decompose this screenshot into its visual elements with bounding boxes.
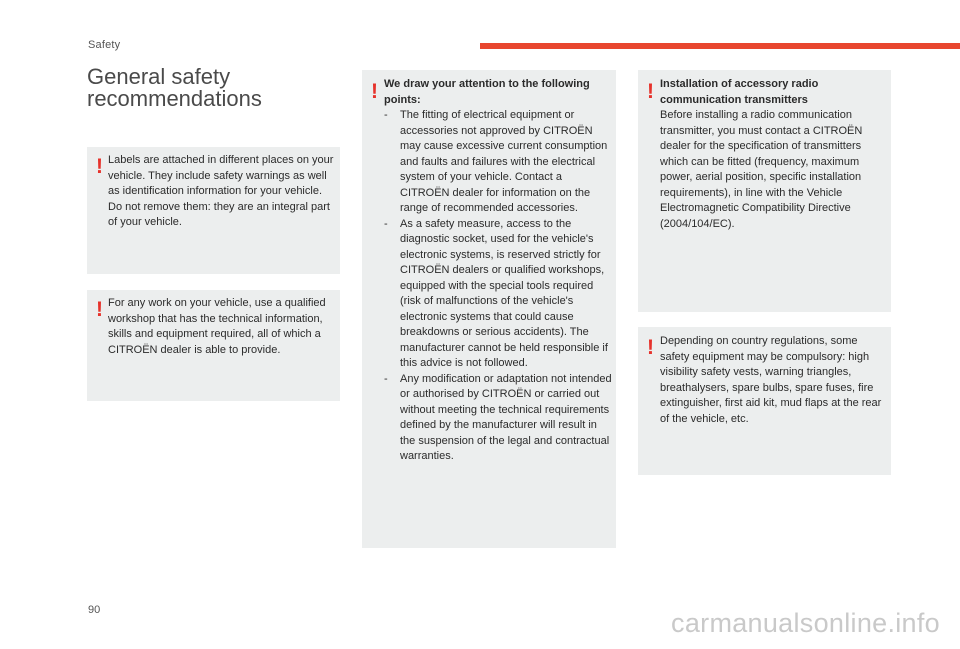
warning-icon: ! xyxy=(647,336,654,359)
page-title-line-1: General safety xyxy=(87,64,231,89)
note-workshop xyxy=(87,290,340,401)
note-radio-text: Before installing a radio communication transmitter, you must contact a CITROËN dealer for the specification of transmitters which can be fitted (frequency, maximum power, aerial position, specific installation requirements), in line with the Vehicle Electromagnetic Compatibility Directive (2004/104/EC). xyxy=(660,109,863,230)
section-label: Safety xyxy=(88,39,121,51)
note-radio-heading: Installation of accessory radio communication transmitters xyxy=(660,78,819,106)
list-dash: - xyxy=(384,372,388,385)
list-item-text: The fitting of electrical equipment or accessories not approved by CITROËN may cause excessive current consumption and faults and failures with the electrical system of your vehicle. Contact a CITROËN dealer for information on the range of recommended accessories. xyxy=(400,109,608,214)
section-accent-bar xyxy=(480,43,960,49)
note-safety-equipment xyxy=(638,327,891,475)
note-labels-text: Labels are attached in different places on your vehicle. They include safety warnings as well as identification information for your vehicle. Do not remove them: they are an integral part of your vehicle. xyxy=(108,154,334,228)
list-item xyxy=(384,372,614,465)
note-labels xyxy=(87,147,340,274)
list-dash: - xyxy=(384,217,388,230)
watermark: carmanualsonline.info xyxy=(671,608,940,638)
note-workshop-text: For any work on your vehicle, use a qualified workshop that has the technical information, skills and equipment required, all of which a CITROËN dealer is able to provide. xyxy=(108,297,326,356)
page-title-line-2: recommendations xyxy=(87,86,262,111)
warning-icon: ! xyxy=(96,155,103,178)
warning-icon: ! xyxy=(647,80,654,103)
warning-icon: ! xyxy=(371,80,378,103)
note-attention xyxy=(362,70,616,548)
note-radio-transmitters xyxy=(638,70,891,312)
warning-icon: ! xyxy=(96,298,103,321)
list-dash: - xyxy=(384,109,388,121)
note-attention-heading: We draw your attention to the following points: xyxy=(384,78,590,106)
page-number: 90 xyxy=(88,604,101,616)
page-title xyxy=(87,66,262,110)
list-item xyxy=(384,108,614,217)
note-equipment-text: Depending on country regulations, some safety equipment may be compulsory: high visibility safety vests, warning triangles, breathalysers, spare bulbs, spare fuses, fire extinguisher, first aid kit, mud flaps at the rear of the vehicle, etc. xyxy=(660,335,882,425)
list-item-text: As a safety measure, access to the diagnostic socket, used for the vehicle's electronic systems, is reserved strictly for CITROËN dealers or qualified workshops, equipped with the special tools required (risk of malfunctions of the vehicle's electronic systems that could cause breakdowns or serious accidents). The manufacturer cannot be held responsible if this advice is not followed. xyxy=(400,217,608,369)
list-item-text: Any modification or adaptation not intended or authorised by CITROËN or carried out without meeting the technical requirements defined by the manufacturer will result in the suspension of the legal and contractual warranties. xyxy=(400,372,612,462)
list-item xyxy=(384,217,614,372)
attention-list xyxy=(384,108,614,465)
